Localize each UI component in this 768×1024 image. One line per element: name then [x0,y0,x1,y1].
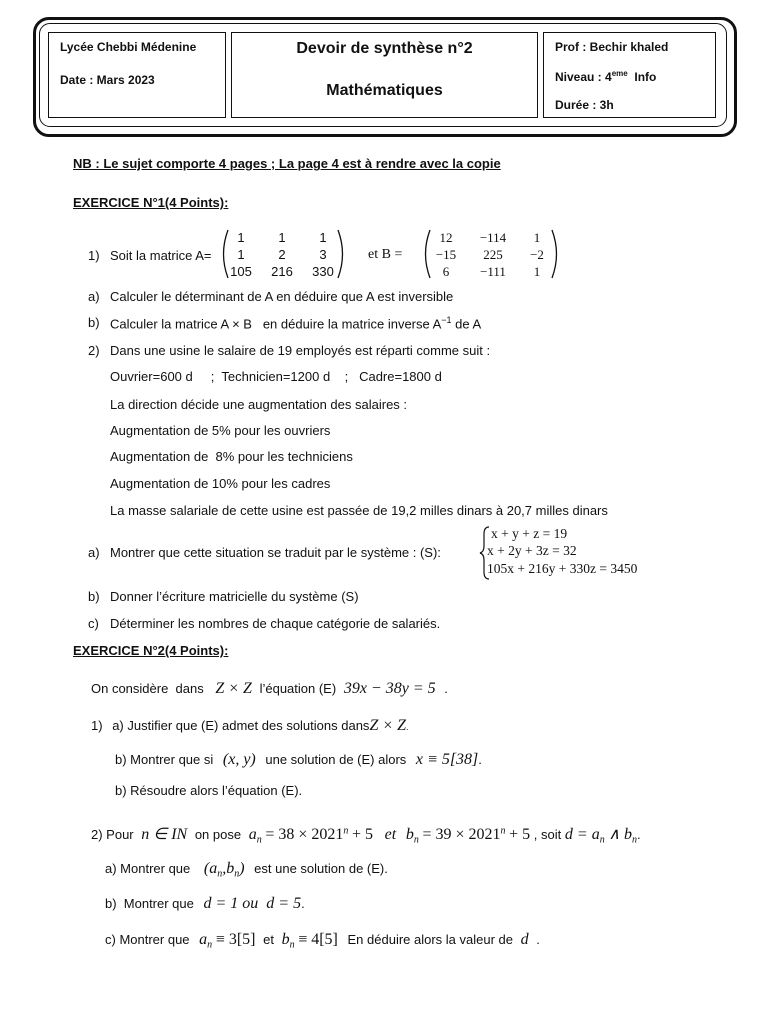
augmentation-cadres: Augmentation de 10% pour les cadres [110,476,331,491]
ex2-q2c-cong1: ≡ 3[5] [215,931,256,948]
matrix-a [218,228,348,280]
ex2-q2-d: d = a [564,826,600,843]
ex2-q2-wedge: ∧ b [608,826,633,843]
masse-salariale: La masse salariale de cette usine est passée de 19,2 milles dinars à 20,7 milles dinars [110,503,608,518]
augmentation-ouvriers: Augmentation de 5% pour les ouvriers [110,423,331,438]
prof-name: Prof : Bechir khaled [555,40,669,54]
ex2-q1b-pair: (x, y) [222,751,256,768]
matrix-a-cell: 1 [237,230,245,245]
ex2-q2b [105,895,305,913]
matrix-b-cell: −2 [530,247,544,262]
ex1-q2b-text: Donner l’écriture matricielle du système (S) [110,589,359,604]
ex2-q2a-comma: ,b [222,860,235,877]
system-s [479,526,689,580]
ex2-q2-bn: b [405,826,414,843]
ex2-q2-n: n ∈ IN [141,826,188,843]
ex2-q1b-b: une solution de (E) alors [265,752,407,767]
ex2-q2-an-exp: n [343,825,349,837]
matrix-b-cell: 12 [439,230,453,245]
system-eq-3: 105x + 216y + 330z = 3450 [487,561,638,576]
ex2-q2a-pair-open: (a [203,860,218,877]
matrix-a-cell: 105 [230,264,252,279]
ex2-q2c [105,931,540,951]
ex1-q2b-num: b) [88,589,100,604]
ex1-q1-text: Soit la matrice A= [110,248,212,263]
salaries-line: Ouvrier=600 d ; Technicien=1200 d ; Cadre=1800 d [110,369,442,384]
exam-title: Devoir de synthèse n°2 [296,40,473,57]
matrix-a-cell: 1 [278,230,286,245]
ex2-q2-a: 2) Pour [91,827,134,842]
matrix-b-cell: 6 [442,264,450,279]
ex2-q2-b: on pose [194,827,242,842]
ex2-q2-an-tail: + 5 [352,826,374,843]
ex2-intro-end: . [444,681,448,696]
matrix-b-cell: 225 [483,247,503,262]
ex2-q2c-et: et [263,932,274,947]
matrix-b-cell: 1 [533,264,541,279]
ex1-q2-num: 2) [88,343,100,358]
ex2-q2-soit: , soit [533,827,562,842]
ex2-zxz: Z × Z [215,680,252,697]
ex2-q2c-an-sub: n [207,939,213,951]
ex2-q2c-d: d [520,931,529,948]
ex1-qb-num: b) [88,315,100,330]
ex1-qa-num: a) [88,289,100,304]
ex2-q2b-expr: d = 1 ou d = 5 [203,895,302,912]
niveau-sup: eme [611,69,628,78]
ex2-q2-d-sub-a: n [599,834,605,846]
ex2-q2 [91,824,641,846]
ex2-q2a [105,860,388,880]
ex1-qa-text: Calculer le déterminant de A en déduire que A est inversible [110,289,454,304]
ex2-q2a-sub-b: n [234,868,240,880]
ex2-q1a-end: . [406,722,409,732]
ex1-title: EXERCICE N°1(4 Points): [73,195,229,210]
ex2-q2-bn-exp: n [500,825,506,837]
ex2-q1b [115,751,482,769]
ex1-qb-text: Calculer la matrice A × B en déduire la matrice inverse A [110,316,442,332]
ex2-q1 [91,717,409,735]
ex2-q2-an-expr: = 38 × 2021 [265,826,344,843]
ex1-q2a-text: Montrer que cette situation se traduit par le système : (S): [110,545,441,560]
system-eq-1: x + y + z = 19 [491,526,568,541]
matrix-b-cell: 1 [533,230,541,245]
ex1-qb-sup: −1 [441,315,452,325]
ex2-q2-bn-sub: n [413,834,419,846]
ex2-q2-end: . [637,827,641,842]
ex2-q2-bn-tail: + 5 [509,826,531,843]
niveau [555,69,656,84]
augmentation-techniciens: Augmentation de 8% pour les techniciens [110,449,353,464]
exam-date: Date : Mars 2023 [60,73,155,87]
ex2-intro-a: On considère dans [91,681,204,696]
decision-line: La direction décide une augmentation des salaires : [110,397,408,412]
ex2-q1b-cong: x ≡ 5[38] [415,751,479,768]
ex2-intro-b: l’équation (E) [259,681,337,696]
ex2-q1c: b) Résoudre alors l’équation (E). [115,783,303,798]
matrix-a-cell: 2 [278,247,286,262]
ex2-q1b-end: . [478,752,482,767]
ex2-q2a-a: a) Montrer que [105,861,191,876]
ex2-q1a-zxz: Z × Z [369,717,407,734]
ex2-q2a-sub-a: n [217,868,223,880]
matrix-b-cell: −114 [479,230,507,245]
matrix-b [420,228,562,280]
ex2-q2-bn-expr: = 39 × 2021 [422,826,501,843]
ex2-q2c-end: . [536,932,540,947]
ex2-q1a: a) Justifier que (E) admet des solutions dans [112,718,370,733]
ex2-q1b-a: b) Montrer que si [115,752,214,767]
exam-subject: Mathématiques [326,82,443,99]
school-name: Lycée Chebbi Médenine [60,40,197,54]
matrix-b-cell: −15 [435,247,457,262]
niveau-prefix: Niveau : 4 [555,70,612,84]
duree: Durée : 3h [555,98,614,112]
ex2-equation: 39x − 38y = 5 [343,680,436,697]
ex2-q2b-end: . [301,896,305,911]
matrix-a-cell: 330 [312,264,334,279]
ex2-q2-an: a [248,826,257,843]
ex2-q2c-bn: b [281,931,290,948]
nb-note: NB : Le sujet comporte 4 pages ; La page 4 est à rendre avec la copie [73,156,501,171]
ex1-q2-text: Dans une usine le salaire de 19 employés est réparti comme suit : [110,343,491,358]
matrix-a-cell: 216 [271,264,293,279]
ex2-q2c-a: c) Montrer que [105,932,190,947]
ex2-q1-num: 1) [91,718,103,733]
matrix-a-cell: 1 [319,230,327,245]
system-eq-2: x + 2y + 3z = 32 [487,543,577,558]
ex1-q2c-text: Déterminer les nombres de chaque catégorie de salariés. [110,616,441,631]
ex2-title: EXERCICE N°2(4 Points): [73,643,229,658]
ex2-q2c-bn-sub: n [289,939,295,951]
ex2-q2c-an: a [199,931,208,948]
niveau-suffix: Info [627,70,657,84]
ex2-q2-d-sub-b: n [632,834,638,846]
ex2-q2-an-sub: n [256,834,262,846]
matrix-a-cell: 3 [319,247,327,262]
ex1-q2c-num: c) [88,616,99,631]
ex2-intro [91,680,448,698]
ex2-q2b-a: b) Montrer que [105,896,194,911]
ex1-qb-line [110,315,481,331]
ex1-q1-num: 1) [88,248,100,263]
ex1-q2a-num: a) [88,545,100,560]
ex2-q2a-close: ) [239,860,245,877]
matrix-b-cell: −111 [480,264,506,279]
ex2-q2a-b: est une solution de (E). [254,861,388,876]
matrix-a-cell: 1 [237,247,245,262]
ex2-q2-et: et [384,826,397,843]
et-b-label: et B = [368,247,403,262]
ex2-q2c-b: En déduire alors la valeur de [347,932,514,947]
ex2-q2c-cong2: ≡ 4[5] [298,931,338,948]
ex1-qb-end: de A [451,316,482,332]
